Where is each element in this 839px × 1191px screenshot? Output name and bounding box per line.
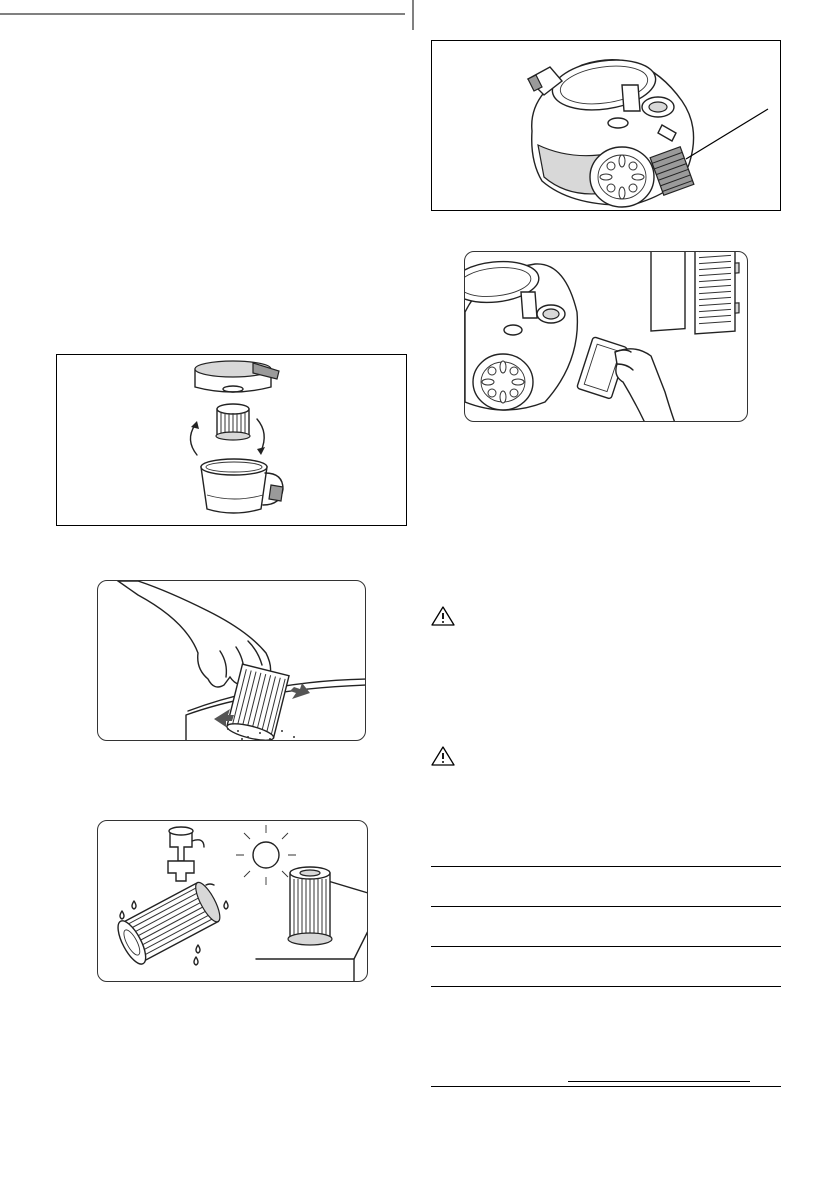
warning-icon (431, 606, 455, 626)
table-rule (431, 906, 781, 907)
tap-filter-figure (97, 580, 366, 741)
crop-mark-icon (0, 0, 420, 30)
outlet-filter-removal-figure (464, 251, 748, 422)
signature-line (568, 1081, 750, 1082)
table-rule (431, 1086, 781, 1087)
wash-dry-filter-figure (97, 820, 368, 982)
warning-icon (431, 746, 455, 766)
cyclone-disassembly-figure (56, 354, 407, 526)
table-rule (431, 946, 781, 947)
table-rule (431, 866, 781, 867)
vacuum-outlet-figure (431, 40, 781, 211)
table-rule (431, 986, 781, 987)
